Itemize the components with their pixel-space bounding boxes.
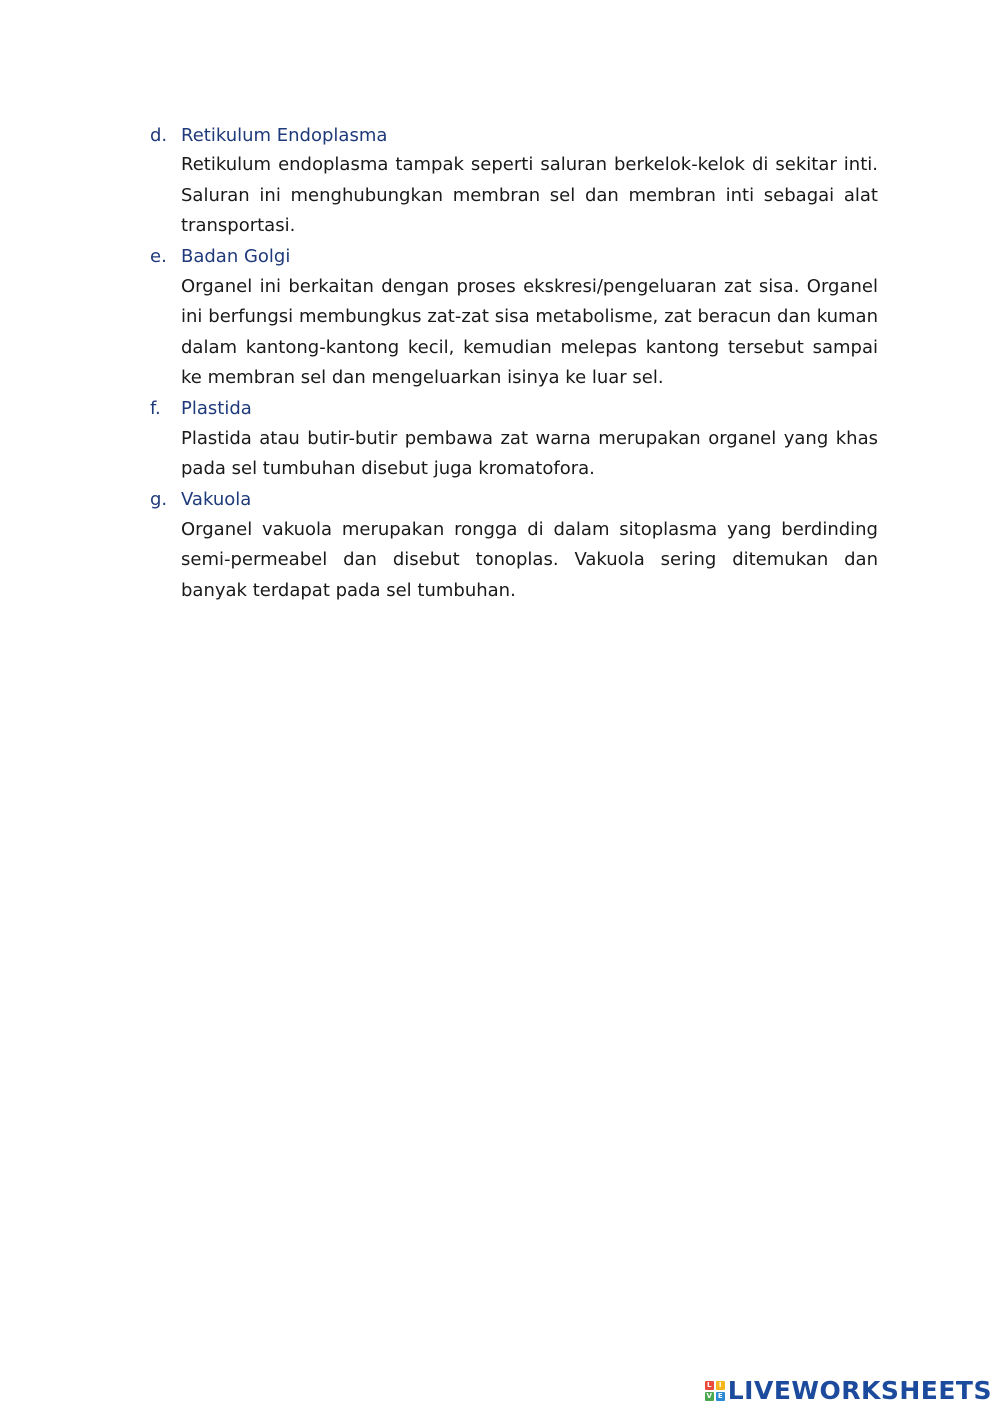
section-heading [150,394,878,424]
list-marker: e. [150,246,167,267]
section-heading [150,120,878,150]
section-badan-golgi [150,242,878,394]
liveworksheets-logo-icon [705,1381,725,1401]
section-heading [150,485,878,515]
section-title: Retikulum Endoplasma [181,124,388,146]
logo-tile: L [705,1381,714,1390]
section-text: Organel vakuola merupakan rongga di dalam sitoplasma yang berdinding semi-permeabel dan disebut tonoplas. Vakuola sering ditemukan dan banyak terdapat pada sel tumbuhan. [181,518,878,601]
section-vakuola [150,485,878,607]
liveworksheets-brand [705,1376,992,1405]
list-marker: d. [150,124,168,146]
section-text: Plastida atau butir-butir pembawa zat warna merupakan organel yang khas pada sel tumbuhan disebut juga kromatofora. [181,427,878,479]
section-text: Organel ini berkaitan dengan proses ekskresi/pengeluaran zat sisa. Organel ini berfungsi membungkus zat-zat sisa metabolisme, zat beracun dan kuman dalam kantong-kantong kecil, kemudian melepas kantong tersebut sampai ke membran sel dan mengeluarkan isinya ke luar sel. [181,275,878,388]
logo-tile: I [716,1381,725,1390]
section-text: Retikulum endoplasma tampak seperti saluran berkelok-kelok di sekitar inti. Saluran ini menghubungkan membran sel dan membran inti sebagai alat transportasi. [181,154,878,236]
section-plastida [150,394,878,485]
section-heading [150,242,878,272]
section-title: Vakuola [181,489,252,510]
section-title: Plastida [181,398,252,419]
logo-tile: E [716,1392,725,1401]
section-title: Badan Golgi [181,246,291,267]
section-retikulum-endoplasma [150,120,878,242]
logo-tile: V [706,1391,712,1400]
brand-wordmark: LIVEWORKSHEETS [727,1376,992,1405]
list-marker: f. [150,398,161,419]
list-marker: g. [150,489,168,510]
document-content [150,120,878,606]
